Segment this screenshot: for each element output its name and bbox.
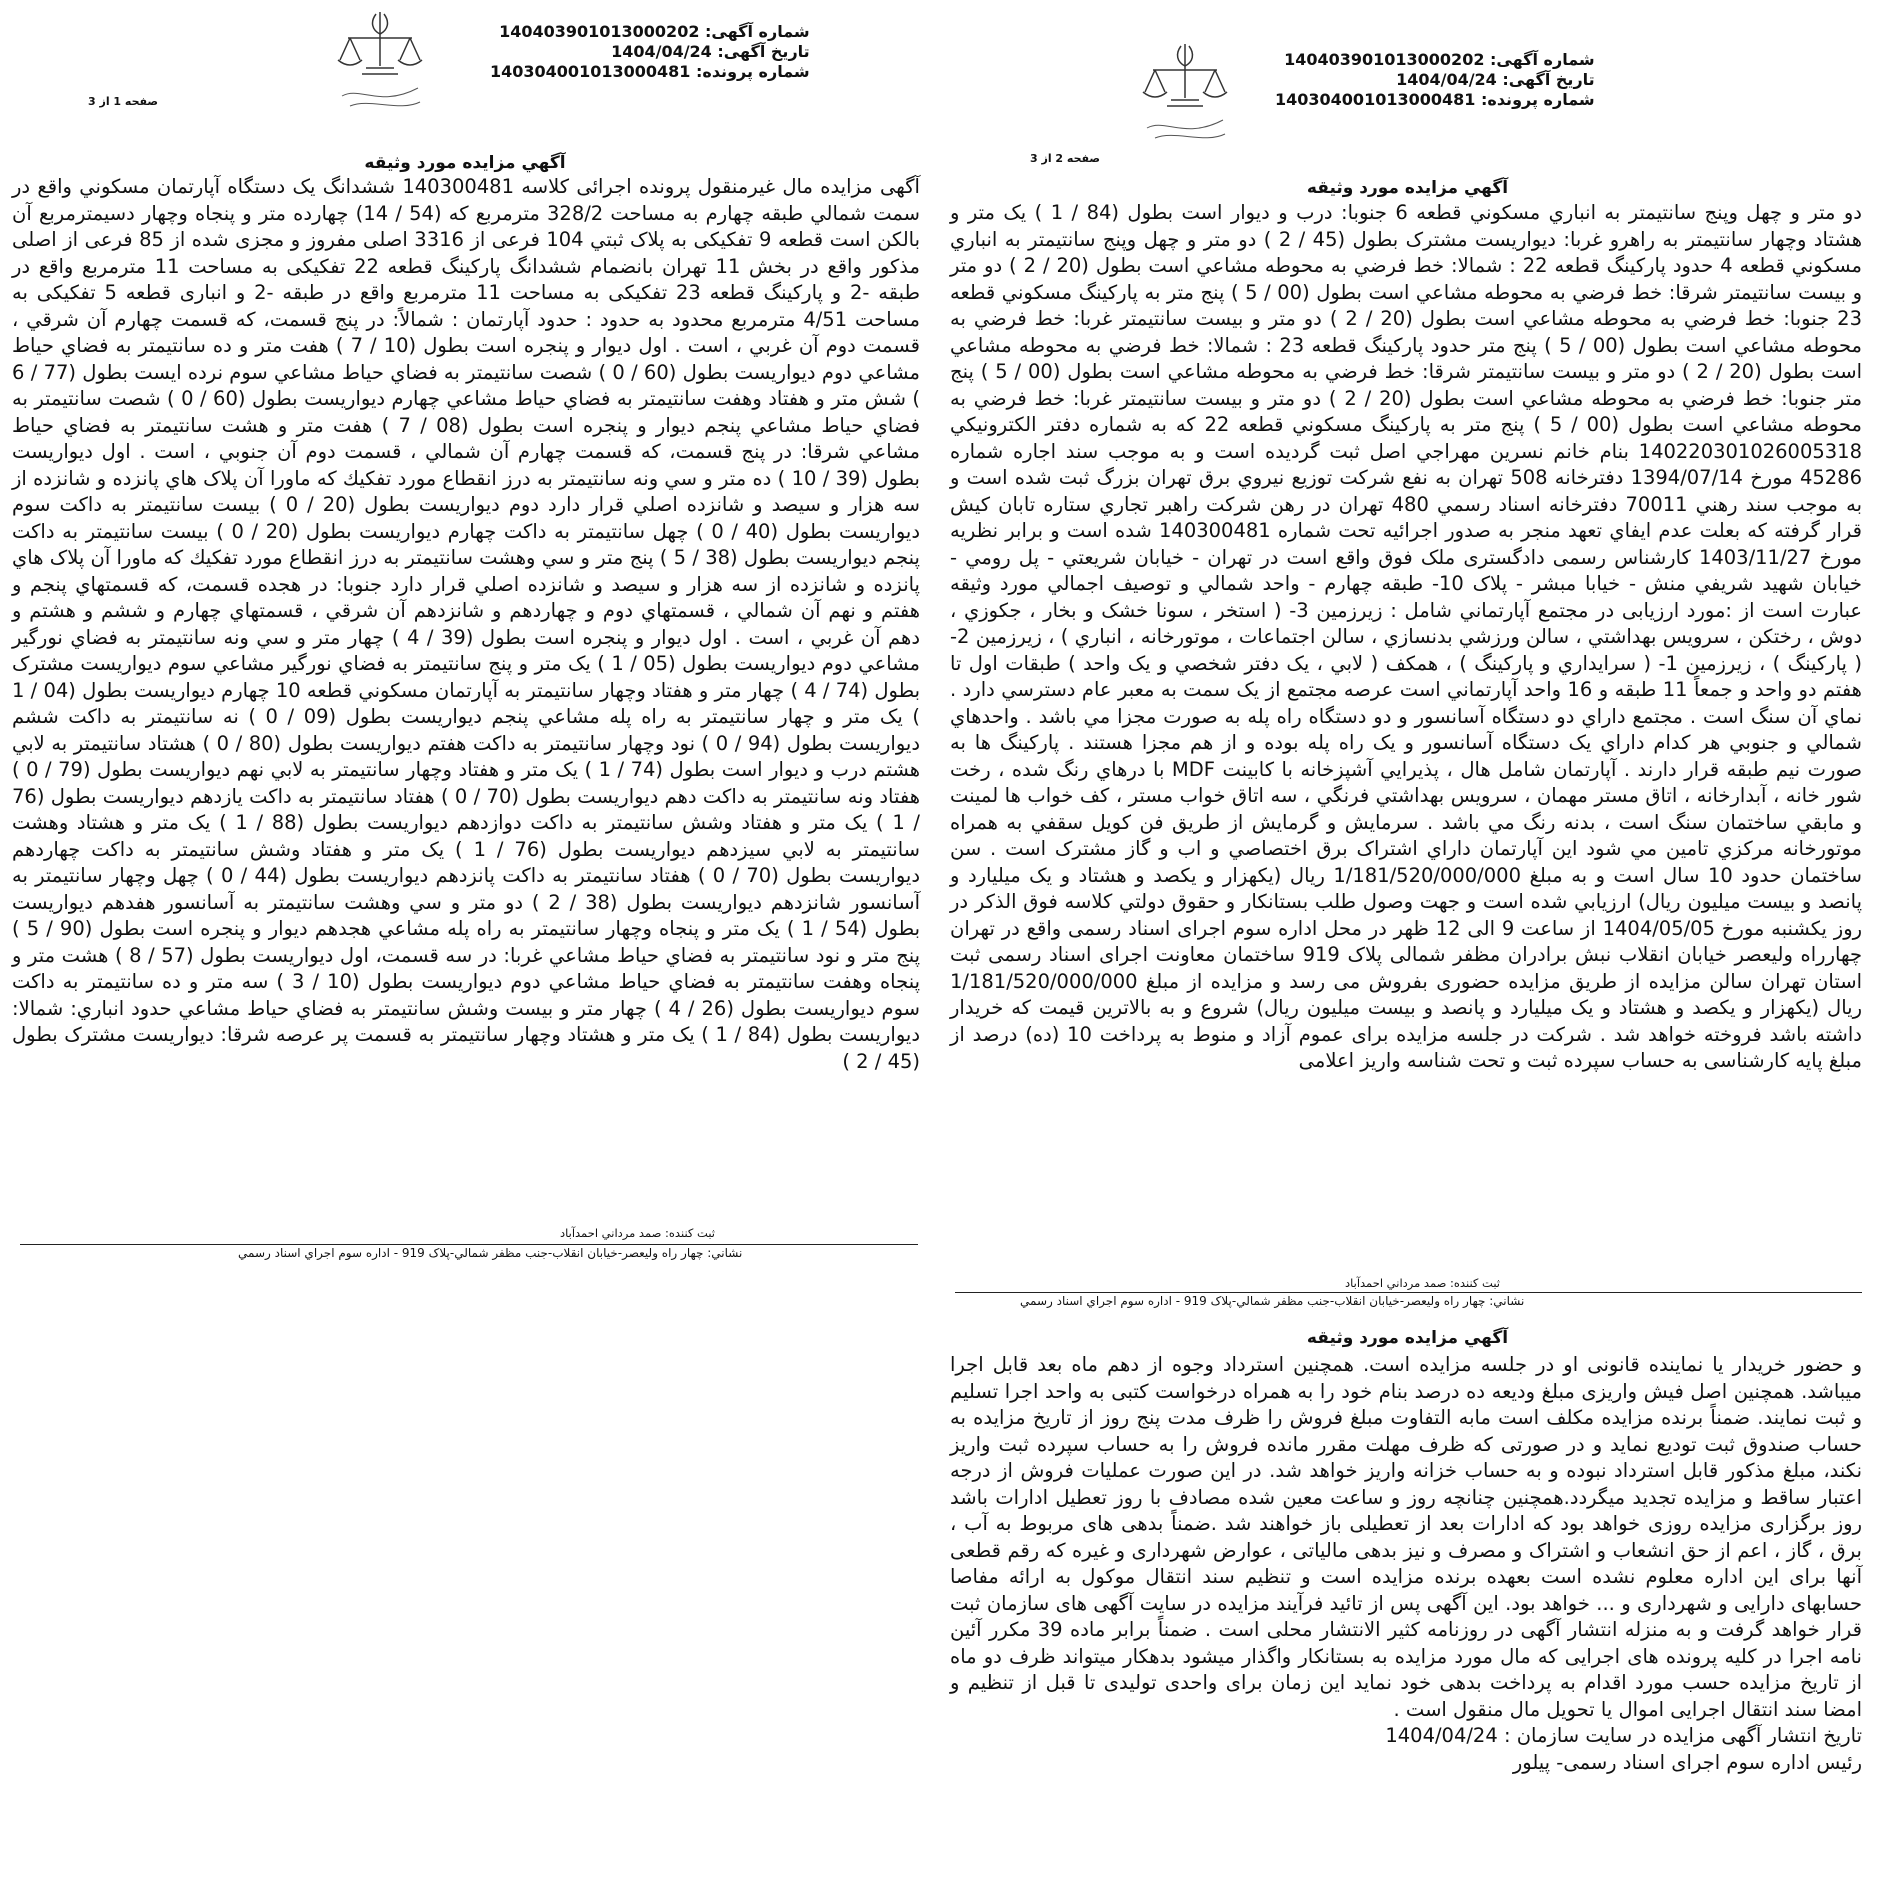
page-number: صفحه 2 از 3 (1030, 152, 1101, 165)
notice-date: 1404/04/24 (1396, 70, 1497, 89)
case-number-line (490, 62, 810, 82)
footer-divider (20, 1244, 918, 1245)
notice-number: 140403901013000202 (499, 22, 700, 41)
office-address: نشاني: چهار راه وليعصر-خيابان انقلاب-جنب مظفر شمالي-پلاک 919 - اداره سوم اجراي اسناد رسمي (238, 1246, 743, 1260)
notice-number-line (490, 22, 810, 42)
notice-body (950, 1352, 1862, 1776)
notice-number-label: شماره آگهی: (1490, 50, 1595, 69)
notice-body-text: آگهی مزایده مال غیرمنقول پرونده اجرائی کلاسه 140300481 ششدانگ یک دستگاه آپارتمان مسکوني واقع در سمت شمالي طبقه چهارم به مساحت 328/2 مترمربع که (54 / 14) چهارده متر و پنجاه وچهار دسیمترمربع آن بالکن است قطعه 9 تفکیکی به پلاک ثبتي 104 فرعی از 3316 اصلی مفروز و مجزی شده از 85 فرعی از اصلی مذکور واقع در بخش 11 تهران بانضمام ششدانگ پارکینگ قطعه 22 تفکیکی به مساحت 11 مترمربع واقع در طبقه -2 و پارکینگ قطعه 23 تفکیکی به مساحت 11 مترمربع واقع در طبقه -2 و انباری قطعه 5 تفکیکی به مساحت 4/51 مترمربع محدود به حدود : حدود آپارتمان : شمالاً: در پنج قسمت، که قسمت چهارم آن شرقي ، قسمت دوم آن غربي ، است . اول دیوار و پنجره است بطول (10 / 7 ) هفت متر و ده سانتیمتر به فضاي حياط مشاعي دوم ديواريست بطول (60 / 0 ) شصت سانتيمتر به فضاي حياط مشاعي سوم نرده ايست بطول (77 / 6 ) شش متر و هفتاد وهفت سانتيمتر به فضاي حياط مشاعي چهارم ديواريست بطول (60 / 0 ) شصت سانتيمتر به فضاي حياط مشاعي پنجم ديوار و پنجره است بطول (08 / 7 ) هفت متر و هشت سانتيمتر به فضاي حياط مشاعي شرقا: در پنج قسمت، که قسمت چهارم آن شمالي ، قسمت دوم آن جنوبي ، است . اول ديواريست بطول (39 / 10 ) ده متر و سي ونه سانتيمتر به درز انقطاع مورد تفكيك كه ماورا آن پلاک هاي پانزده و شانزده از سه هزار و سيصد و شانزده اصلي قرار دارد دوم ديواريست بطول (20 / 0 ) بيست سانتيمتر به داكت سوم ديواريست بطول (40 / 0 ) چهل سانتيمتر به داكت چهارم ديواريست بطول (20 / 0 ) بيست سانتيمتر به داكت پنجم ديواريست بطول (38 / 5 ) پنج متر و سي وهشت سانتيمتر به درز انقطاع مورد تفكيك كه ماورا آن پلاک هاي پانزده و شانزده از سه هزار و سيصد و شانزده اصلي قرار دارد جنوبا: در هجده قسمت، كه قسمتهاي پنجم و هفتم و نهم آن شمالي ، قسمتهاي دوم و چهاردهم و شانزدهم آن شرقي ، قسمتهاي چهارم و ششم و هشتم و دهم آن غربي ، است . اول ديوار و پنجره است بطول (39 / 4 ) چهار متر و سي ونه سانتيمتر به فضاي نورگير مشاعي دوم ديواريست بطول (05 / 1 ) يک متر و پنج سانتيمتر به فضاي نورگير مشاعي سوم ديواريست مشترک بطول (74 / 4 ) چهار متر و هفتاد وچهار سانتيمتر به آپارتمان مسكوني قطعه 10 چهارم ديواريست بطول (04 / 1 ) يک متر و چهار سانتيمتر به راه پله مشاعي پنجم ديواريست بطول (09 / 0 ) نه سانتيمتر به داكت ششم ديواريست بطول (94 / 0 ) نود وچهار سانتيمتر به داكت هفتم ديواريست بطول (80 / 0 ) هشتاد سانتيمتر به لابي هشتم درب و ديوار است بطول (74 / 1 ) يک متر و هفتاد وچهار سانتيمتر به لابي نهم ديواريست بطول (79 / 0 ) هفتاد ونه سانتيمتر به داكت دهم ديواريست بطول (70 / 0 ) هفتاد سانتيمتر به داكت يازدهم ديواريست بطول (76 / 1 ) يک متر و هفتاد وشش سانتيمتر به داكت دوازدهم ديواريست بطول (88 / 1 ) يک متر و هشتاد وهشت سانتيمتر به لابي سيزدهم ديواريست بطول (76 / 1 ) يک متر و هفتاد وشش سانتيمتر به داكت چهاردهم ديواريست بطول (70 / 0 ) هفتاد سانتيمتر به داكت پانزدهم ديواريست بطول (44 / 0 ) چهل وچهار سانتيمتر به آسانسور شانزدهم ديواريست بطول (38 / 2 ) دو متر و سي وهشت سانتيمتر به آسانسور هفدهم ديواريست بطول (54 / 1 ) يک متر و پنجاه وچهار سانتيمتر به راه پله مشاعي هجدهم ديوار و پنجره است بطول (90 / 5 ) پنج متر و نود سانتيمتر به فضاي حياط مشاعي غربا: در سه قسمت، اول ديواريست بطول (57 / 8 ) هشت متر و پنجاه وهفت سانتيمتر به فضاي حياط مشاعي دوم ديواريست بطول (10 / 3 ) سه متر و ده سانتيمتر به داكت سوم ديواريست بطول (26 / 4 ) چهار متر و بيست وشش سانتيمتر به فضاي حياط مشاعي حدود انباري: شمالا: ديواريست بطول (84 / 1 ) يک متر و هشتاد وچهار سانتيمتر به قسمت پر عرصه شرقا: ديواريست مشترک بطول (45 / 2 ) (12, 175, 921, 1073)
footer-divider (955, 1292, 1862, 1293)
case-number: 140304001013000481 (490, 62, 691, 81)
notice-body-text: دو متر و چهل وپنج سانتيمتر به انباري مسكوني قطعه 6 جنوبا: درب و ديوار است بطول (84 / 1 ) يک متر و هشتاد وچهار سانتيمتر به راهرو غربا: ديواريست مشترک بطول (45 / 2 ) دو متر و چهل وپنج سانتيمتر به انباري مسكوني قطعه 4 حدود پاركينگ قطعه 22 : شمالا: خط فرضي به محوطه مشاعي است بطول (20 / 2 ) دو متر و بيست سانتيمتر شرقا: خط فرضي به محوطه مشاعي است بطول (00 / 5 ) پنج متر به پاركينگ مسكوني قطعه 23 جنوبا: خط فرضي به محوطه مشاعي است بطول (20 / 2 ) دو متر و بيست سانتيمتر غربا: خط فرضي به محوطه مشاعي است بطول (00 / 5 ) پنج متر حدود پاركينگ قطعه 23 : شمالا: خط فرضي به محوطه مشاعي است بطول (20 / 2 ) دو متر و بيست سانتيمتر شرقا: خط فرضي به محوطه مشاعي است بطول (00 / 5 ) پنج متر جنوبا: خط فرضي به محوطه مشاعي است بطول (20 / 2 ) دو متر و بيست سانتيمتر غربا: خط فرضي به محوطه مشاعي است بطول (00 / 5 ) پنج متر به پاركينگ مسكوني قطعه 22 كه به شماره دفتر الكترونيكي 140220301026005318 بنام خانم نسرين مهراجي اصل ثبت گرديده است و به موجب سند اجاره شماره 45286 مورخ 1394/07/14 دفترخانه 508 تهران به نفع شركت توزيع نيروي برق تهران بزرگ ثبت شده است و به موجب سند رهني 70011 دفترخانه اسناد رسمي 480 تهران در رهن شركت راهبر تجاري ستاره تابان كيش قرار گرفته كه بعلت عدم ايفاي تعهد منجر به صدور اجرائيه تحت شماره 140300481 شده است و برابر نظريه مورخ 1403/11/27 كارشناس رسمی دادگستری ملک فوق واقع است در تهران - خيابان شريعتي - پل رومي - خيابان شهيد شريفي منش - خيابا مبشر - پلاک 10- طبقه چهارم - واحد شمالي و توصيف اجمالي مورد وثيقه عبارت است از :مورد ارزيابی در مجتمع آپارتماني شامل : زيرزمين 3- ( استخر ، سونا خشک و بخار ، جكوزي ، دوش ، رختكن ، سرويس بهداشتي ، سالن ورزشي بدنسازي ، سالن اجتماعات ، موتورخانه ، انباري ) ، زيرزمين 2- ( پاركينگ ) ، زيرزمين 1- ( سرايداري و پاركينگ ) ، همكف ( لابي ، يک دفتر شخصي و يک واحد ) طبقات اول تا هفتم دو واحد و جمعاً 11 طبقه و 16 واحد آپارتماني است عرصه مجتمع از يک سمت به معبر عام دسترسي دارد . نماي آن سنگ است . مجتمع داراي دو دستگاه آسانسور و دو دستگاه راه پله به صورت مجزا مي باشد . واحدهاي شمالي و جنوبي هر كدام داراي يک دستگاه آسانسور و يک راه پله بوده و از هم مجزا هستند . پاركينگ ها به صورت نيم طبقه قرار دارند . آپارتمان شامل هال ، پذيرايي آشپزخانه با كابينت MDF با درهاي رنگ شده ، رخت شور خانه ، آبدارخانه ، اتاق مستر مهمان ، سرويس بهداشتي فرنگي ، سه اتاق خواب مستر ، كف خواب ها لمينت و مابقي ساختمان سنگ است ، بدنه رنگ مي باشد . سرمايش و گرمايش از طريق فن كويل سقفي به همراه موتورخانه مركزي تامين مي شود اين آپارتمان داراي اشتراک برق اختصاصي و اب و گاز مشترک است . سن ساختمان حدود 10 سال است و به مبلغ 1/181/520/000/000 ريال (يكهزار و يكصد و هشتاد و يک ميليارد و پانصد و بيست ميليون ريال) ارزيابي شده است و جهت وصول طلب بستانكار و حقوق دولتي كلاسه فوق الذكر در روز يكشنبه مورخ 1404/05/05 از ساعت 9 الی 12 ظهر در محل اداره سوم اجرای اسناد رسمی واقع در تهران چهارراه وليعصر خيابان انقلاب نبش برادران مظفر شمالی پلاک 919 ساختمان معاونت اجرای اسناد رسمی ثبت استان تهران سالن مزايده از طريق مزايده حضوری بفروش می رسد و مزايده از مبلغ 1/181/520/000/000 ريال (يكهزار و يكصد و هشتاد و يک ميليارد و پانصد و بيست ميليون ريال) شروع و به بالاترين قيمت كه خريدار داشته باشد فروخته خواهد شد . شركت در جلسه مزايده برای عموم آزاد و منوط به پرداخت 10 (ده) درصد از مبلغ پايه كارشناسی به حساب سپرده ثبت و تحت شناسه واريز اعلامی (950, 201, 1863, 1072)
notice-title: آگهي مزايده مورد وثيقه (364, 153, 566, 173)
notice-date-line (490, 42, 810, 62)
notice-page-2 (945, 50, 1870, 1310)
office-address: نشاني: چهار راه وليعصر-خيابان انقلاب-جنب مظفر شمالي-پلاک 919 - اداره سوم اجراي اسناد رسمي (1020, 1294, 1525, 1308)
notice-date: 1404/04/24 (611, 42, 712, 61)
notice-date-label: تاریخ آگهی: (717, 42, 810, 61)
notice-body (12, 174, 920, 1075)
notice-body-text: و حضور خريدار يا نماينده قانونی او در جلسه مزايده است. همچنين استرداد وجوه از دهم ماه بعد قابل اجرا ميباشد. همچنين اصل فيش واريزی مبلغ وديعه ده درصد بنام خود را به همراه درخواست كتبی به واحد اجرا تسليم و ثبت نمايند. ضمناً برنده مزايده مكلف است مابه التفاوت مبلغ فروش را ظرف مدت پنج روز از تاريخ مزايده به حساب صندوق ثبت توديع نمايد و در صورتی كه ظرف مهلت مقرر مانده فروش را به حساب سپرده ثبت واريز نكند، مبلغ مذكور قابل استرداد نبوده و به حساب خزانه واريز خواهد شد. در اين صورت عمليات فروش از درجه اعتبار ساقط و مزايده تجديد ميگردد.همچنين چنانچه روز و ساعت معين شده مصادف با روز تعطيل ادارات باشد روز برگزاری مزايده روزی خواهد بود كه ادارات بعد از تعطيلی باز خواهند شد .ضمناً بدهی های مربوط به آب ، برق ، گاز ، اعم از حق انشعاب و اشتراک و مصرف و نيز بدهی مالياتی ، عوارض شهرداری و غيره كه رقم قطعی آنها برای اين اداره معلوم نشده است بعهده برنده مزايده است و تنظيم سند انتقال موكول به ارائه مفاصا حسابهای دارايی و شهرداری و ... خواهد بود. اين آگهی پس از تائيد فرآيند مزايده در سايت آگهی های سازمان ثبت قرار خواهد گرفت و به منزله انتشار آگهی در روزنامه كثير الانتشار محلی است . ضمناً برابر ماده 39 مكرر آئين نامه اجرا در كليه پرونده های اجرايی كه مال مورد مزايده به بستانكار واگذار ميشود بدهكار ميتواند ظرف دو ماه از تاريخ مزايده حسب مورد اقدام به پرداخت بدهی خود نمايد اين زمان برای واحدی توليدی تا قبل از تنظيم و امضا سند انتقال اجرايی اموال يا تحويل مال منقول است . (950, 1353, 1862, 1721)
notice-date-label: تاریخ آگهی: (1502, 70, 1595, 89)
case-number-label: شماره پرونده: (695, 62, 810, 81)
registrar-line: ثبت كننده: صمد مرداني احمدآباد (560, 1226, 716, 1240)
publication-date: تاريخ انتشار آگهی مزايده در سايت سازمان : 1404/04/24 (1385, 1724, 1862, 1747)
judiciary-emblem-icon (320, 8, 440, 113)
registrar-line: ثبت كننده: صمد مرداني احمدآباد (1345, 1276, 1501, 1290)
judiciary-emblem-icon (1125, 40, 1245, 145)
case-number-line (1275, 90, 1595, 110)
notice-date-line (1275, 70, 1595, 90)
notice-number-line (1275, 50, 1595, 70)
notice-number-label: شماره آگهی: (705, 22, 810, 41)
notice-page-3 (945, 1320, 1870, 1880)
page-number: صفحه 1 از 3 (88, 95, 159, 108)
notice-page-1 (0, 0, 930, 1260)
case-number: 140304001013000481 (1275, 90, 1476, 109)
notice-title: آگهي مزايده مورد وثيقه (1306, 1328, 1509, 1348)
case-number-label: شماره پرونده: (1480, 90, 1595, 109)
notice-meta (490, 22, 810, 82)
notice-body (950, 200, 1862, 1075)
signature: رئيس اداره سوم اجرای اسناد رسمی- پيلور (1512, 1750, 1862, 1774)
notice-meta (1275, 50, 1595, 110)
notice-title: آگهي مزايده مورد وثيقه (1306, 178, 1509, 198)
notice-number: 140403901013000202 (1284, 50, 1485, 69)
